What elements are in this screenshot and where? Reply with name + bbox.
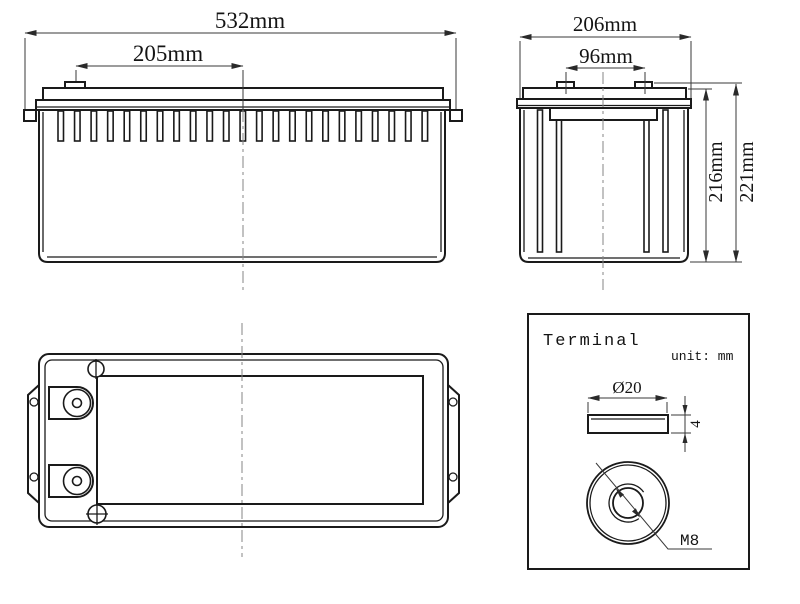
terminal-pad-side-view: [588, 415, 668, 433]
top-case-outline: [39, 354, 448, 527]
front-terminal-bump: [65, 82, 85, 88]
unit-label: unit: mm: [671, 349, 734, 364]
top-terminal-upper: [49, 387, 93, 419]
terminal-detail: [528, 314, 749, 569]
front-rib: [190, 111, 196, 141]
front-rib: [75, 111, 81, 141]
front-rib: [141, 111, 147, 141]
dim-label-thickness: 4: [688, 420, 704, 428]
side-rim: [517, 99, 691, 108]
thread-major-arc: [609, 484, 644, 522]
dim-label-diameter: Ø20: [612, 378, 642, 397]
arrowhead-down: [683, 405, 688, 415]
dim-label-206: 206mm: [572, 12, 638, 36]
front-rib: [290, 111, 296, 141]
front-rib: [91, 111, 97, 141]
front-rib: [58, 111, 64, 141]
front-rib: [273, 111, 279, 141]
front-rib: [306, 111, 312, 141]
thread-label: M8: [680, 532, 700, 550]
front-rib: [356, 111, 362, 141]
terminal-detail-title: Terminal: [543, 332, 641, 351]
terminal-dim-diameter: [588, 378, 667, 413]
front-rib: [124, 111, 130, 141]
dim-label-205: 205mm: [132, 41, 204, 66]
side-lid: [523, 88, 686, 99]
front-rib: [339, 111, 345, 141]
arrowhead-up: [683, 433, 688, 443]
side-rib: [663, 110, 668, 252]
dim-label-221: 221mm: [736, 141, 758, 203]
top-view: [28, 323, 459, 557]
front-rib: [323, 111, 329, 141]
front-rib: [157, 111, 163, 141]
front-rib: [174, 111, 180, 141]
front-rib: [372, 111, 378, 141]
side-terminal-bump-right: [635, 82, 652, 88]
front-rib: [108, 111, 114, 141]
dim-label-532: 532mm: [214, 8, 286, 33]
front-ear-left: [24, 110, 36, 121]
pad-outer-ring: [590, 465, 666, 541]
dim-label-96: 96mm: [579, 44, 633, 68]
front-rib: [389, 111, 395, 141]
front-ear-right: [450, 110, 462, 121]
side-rib: [538, 110, 543, 252]
front-rib: [422, 111, 428, 141]
side-rib: [644, 120, 649, 252]
pad-outer-circle: [587, 462, 669, 544]
side-rib: [557, 120, 562, 252]
side-view: [517, 12, 758, 290]
front-rib: [406, 111, 412, 141]
terminal-dim-thickness: [671, 396, 704, 452]
top-terminal-lower: [49, 465, 93, 497]
side-dim-terminal-spacing: [566, 44, 645, 94]
front-rib: [257, 111, 263, 141]
front-view: [24, 8, 462, 293]
front-rib: [207, 111, 213, 141]
terminal-pad-plan-view: [587, 462, 712, 550]
front-rib: [224, 111, 230, 141]
dim-label-216: 216mm: [705, 141, 727, 203]
